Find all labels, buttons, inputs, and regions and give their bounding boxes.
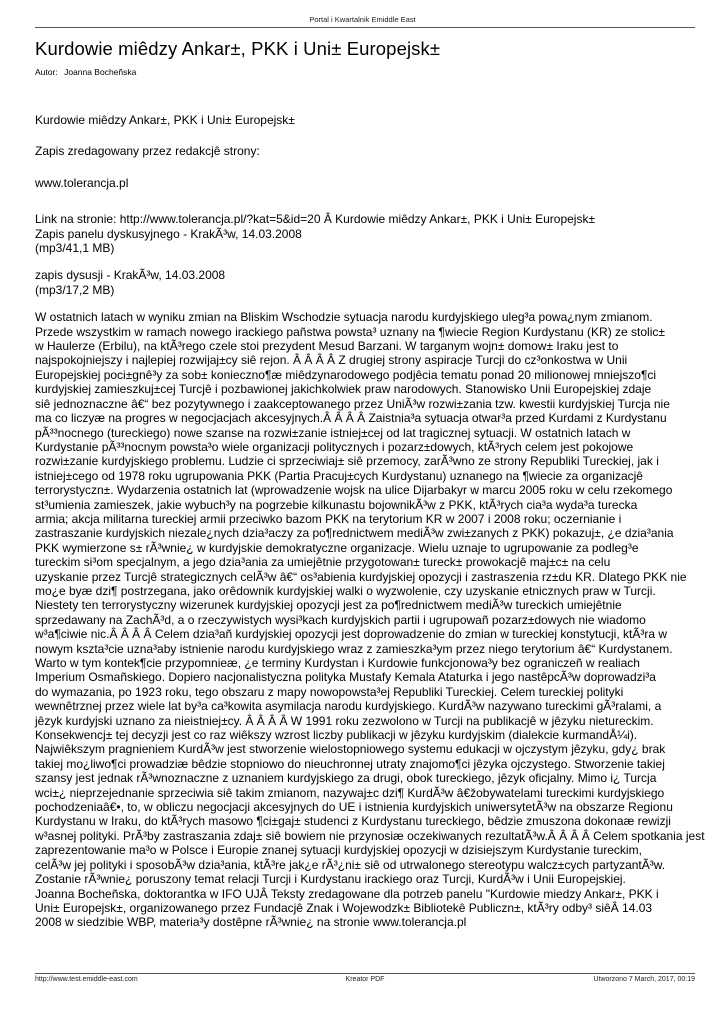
body-line: istniej±cego od 1978 roku ugrupowania PKK (Partia Pracuj±cych Kurdystanu) uznanego na ¶wiecie za organizacjê (35, 468, 643, 483)
body-line: mo¿e byæ dzi¶ postrzegana, jako orêdownik kurdyjskiej walki o wyzwolenie, czy uzyskanie etnicznych praw w Turcji. (35, 583, 656, 598)
body-line: Najwiêkszym pragnieniem KurdÃ³w jest stworzenie wielostopniowego systemu edukacji w ojczystym jêzyku, gdy¿ brak (35, 742, 666, 757)
author-name: Joanna Bocheñska (64, 67, 137, 77)
body-line: Zostanie rÃ³wnie¿ poruszony temat relacji Turcji i Kurdystanu irackiego oraz Turcji, KurdÃ³w i Unii Europejskiej. (35, 872, 626, 887)
body-line: takiej mo¿liwo¶ci prowadziæ bêdzie stopniowo do nieuchronnej utraty znajomo¶ci jêzyka ojczystego. Stworzenie takiej (35, 756, 665, 771)
body-line: jêzyk kurdyjski uznano za nieistniej±cy. Â Â Â Â W 1991 roku zezwolono w Turcji na publikacjê w jêzyku nietureckim. (35, 713, 654, 728)
body-line: Konsekwencj± tej decyzji jest co raz wiêkszy wzrost liczby publikacji w jêzyku kurdyjskim (dialekcie kurmandÅ¼i). (35, 728, 638, 743)
body-line: w³asnej polityki. PrÃ³by zastraszania zdaj± siê bowiem nie przynosiæ oczekiwanych rezultatÃ³w.Â Â Â Â Celem spotkania jest (35, 828, 705, 843)
body-line: kurdyjskiej zamieszkuj±cej Turcjê i pozbawionej jakichkolwiek praw narodowych. Stanowisko Unii Europejskiej zdaje (35, 382, 652, 397)
record-line: zapis dysusji - KrakÃ³w, 14.03.2008 (35, 268, 226, 283)
body-line: rozwi±zanie kurdyjskiego problemu. Ludzie ci sprzeciwiaj± siê przemocy, zarÃ³wno ze strony Republiki Tureckiej, jak i (35, 454, 659, 469)
body-line: Kurdystanie pÃ³³nocnym powsta³o wiele organizacji politycznych i pozarz±dowych, ktÃ³rych celem jest pokojowe (35, 439, 634, 454)
body-line: najspokojniejszy i najlepiej rozwijaj±cy siê rejon. Â Â Â Â Z drugiej strony aspiracje Turcji do cz³onkostwa w Unii (35, 353, 628, 368)
link-line[interactable]: Link na stronie: http://www.tolerancja.pl/?kat=5&id=20 Â Kurdowie miêdzy Ankar±, PKK i Uni± Europejsk± (35, 212, 596, 227)
author-line (35, 67, 136, 77)
body-line: W ostatnich latach w wyniku zmian na Bliskim Wschodzie sytuacja narodu kurdyjskiego uleg³a powa¿nym zmianom. (35, 310, 653, 325)
body-line: Joanna Bocheñska, doktorantka w IFO UJÂ Teksty zredagowane dla potrzeb panelu "Kurdowie miedzy Ankar±, PKK i (35, 886, 659, 901)
body-line: Uni± Europejsk±, organizowanego przez Fundacjê Znak i Wojewodzk± Bibliotekê Publiczn±, ktÃ³ry odby³ siêÂ 14.03 (35, 900, 653, 915)
body-line: nowym kszta³cie uzna³aby istnienie narodu kurdyjskiego wraz z zamieszka³ym przez niego terytorium â€“ Kurdystanem. (35, 641, 673, 656)
article-body (35, 113, 715, 930)
body-line: zastraszanie kurdyjskich niezale¿nych dzia³aczy za po¶rednictwem mediÃ³w zwi±zanych z PKK) pokazuj±, ¿e dzia³ania (35, 526, 674, 541)
body-line: do wymazania, po 1923 roku, tego obszaru z mapy nowopowsta³ej Republiki Tureckiej. Celem tureckiej polityki (35, 684, 624, 699)
footer-created: Utworzono 7 March, 2017, 00:19 (593, 976, 695, 983)
body-line: terrorystyczn±. Wydarzenia ostatnich lat (wprowadzenie wojsk na ulice Dijarbakyr w marcu 2005 roku w celu rzekomego (35, 483, 673, 498)
link-line: (mp3/41,1 MB) (35, 241, 115, 256)
article-title: Kurdowie miêdzy Ankar±, PKK i Uni± Europejsk± (35, 38, 441, 59)
author-label: Autor: (35, 67, 58, 77)
source-url[interactable]: www.tolerancja.pl (35, 175, 129, 190)
link-line: Zapis panelu dyskusyjnego - KrakÃ³w, 14.03.2008 (35, 226, 302, 241)
footer-generator: Kreator PDF (345, 976, 385, 983)
body-line: Imperium Osmañskiego. Dopiero nacjonalistyczna polityka Mustafy Kemala Ataturka i jego nastêpcÃ³w doprowadzi³a (35, 670, 656, 685)
body-paragraph (35, 310, 715, 929)
running-header: Portal i Kwartalnik Emiddle East (309, 15, 416, 24)
body-line: wewnêtrznej przez wiele lat by³a ca³kowita asymilacja narodu kurdyjskiego. KurdÃ³w nazywano tureckimi gÃ³ralami, a (35, 699, 662, 714)
body-line: Niestety ten terrorystyczny wizerunek kurdyjskiej opozycji jest za po¶rednictwem mediÃ³w tureckich umiejêtnie (35, 598, 622, 613)
header-divider (35, 27, 695, 28)
body-line: wci±¿ nieprzejednanie sprzeciwia siê takim zmianom, nazywaj±c dzi¶ KurdÃ³w â€žobywatelami tureckimi kurdyjskiego (35, 785, 665, 800)
body-line: szansy jest jednak rÃ³wnoznaczne z uznaniem kurdyjskiego za drugi, obok tureckiego, jêzyk oficjalny. Mimo i¿ Turcja (35, 771, 657, 786)
footer-divider (35, 973, 695, 974)
body-line: Kurdystanu w Iraku, do ktÃ³rych masowo ¶ci±gaj± studenci z Kurdystanu tureckiego, bêdzie zmuszona dokonaæ rewizji (35, 814, 671, 829)
intro-line: Kurdowie miêdzy Ankar±, PKK i Uni± Europejsk± (35, 113, 295, 127)
body-line: Europejskiej poci±gnê³y za sob± konieczno¶æ miêdzynarodowego podjêcia tematu ponad 20 milionowej mniejszo¶ci (35, 367, 657, 382)
record-line: (mp3/17,2 MB) (35, 282, 115, 297)
body-line: siê jednoznaczne â€“ bez pozytywnego i zaakceptowanego przez UniÃ³w rozwi±zania tzw. kwestii kurdyjskiej Turcja nie (35, 396, 670, 411)
body-line: armia; akcja militarna tureckiej armii przeciwko bazom PKK na terytorium KR w 2007 i 2008 roku; oczernianie i (35, 511, 622, 526)
body-line: st³umienia zamieszek, jakie wybuch³y na pogrzebie kilkunastu bojownikÃ³w z PKK, ktÃ³rych cia³a wyda³a turecka (35, 497, 638, 512)
body-line: pÃ³³nocnego (tureckiego) nowe szanse na rozwi±zanie istniej±cej od lat tragicznej sytuacji. W ostatnich latach w (35, 425, 631, 440)
body-line: Warto w tym kontek¶cie przypomnieæ, ¿e terminy Kurdystan i Kurdowie funkcjonowa³y bez ograniczeñ w realiach (35, 656, 640, 670)
body-line: uzyskanie przez Turcjê strategicznych celÃ³w â€“ os³abienia kurdyjskiej opozycji i zastraszenia rz±du KR. Dlatego PKK nie (35, 569, 687, 584)
body-line: zaprezentowanie ma³o w Polsce i Europie znanej sytuacji kurdyjskiej opozycji w dzisiejszym Kurdystanie tureckim, (35, 843, 642, 858)
body-line: celÃ³w jej polityki i sposobÃ³w dzia³ania, ktÃ³re jak¿e rÃ³¿ni± siê od utrwalonego stereotypu walcz±cych partyzantÃ³w. (35, 857, 666, 872)
body-line: ma co liczyæ na progres w negocjacjach akcesyjnych.Â Â Â Â Zaistnia³a sytuacja otwar³a przed Kurdami z Kurdystanu (35, 411, 667, 426)
body-line: tureckim si³om specjalnym, a jego dzia³ania za umiejêtnie przygotowan± tureck± prowokacjê maj±c± na celu (35, 555, 611, 570)
footer-url[interactable]: http://www.test.emiddle-east.com (35, 976, 138, 983)
body-line: w Haulerze (Erbilu), na ktÃ³rego czele stoi prezydent Mesud Barzani. W targanym wojn± domow± Iraku jest to (35, 339, 619, 354)
body-line: pochodzeniaâ€•, to, w obliczu negocjacji akcesyjnych do UE i istnienia kurdyjskich uniwersytetÃ³w na obszarze Regionu (35, 800, 673, 815)
body-line: w³a¶ciwie nic.Â Â Â Â Celem dzia³añ kurdyjskiej opozycji jest doprowadzenie do zmian w tureckiej konstytucji, ktÃ³ra w (35, 627, 668, 642)
intro-line: Zapis zredagowany przez redakcjê strony: (35, 144, 260, 159)
body-line: 2008 w siedzibie WBP, materia³y dostêpne rÃ³wnie¿ na stronie www.tolerancja.pl (35, 915, 467, 930)
body-line: PKK wymierzone s± rÃ³wnie¿ w kurdyjskie demokratyczne organizacje. Wielu uznaje to ugrupowanie za podleg³e (35, 540, 639, 555)
body-line: Przede wszystkim w ramach nowego irackiego pañstwa powsta³ uznany na ¶wiecie Region Kurdystanu (KR) ze stolic± (35, 324, 665, 339)
body-line: sprzedawany na ZachÃ³d, a o rzeczywistych wysi³kach kurdyjskich partii i ugrupowañ pozarz±dowych nie wiadomo (35, 612, 646, 627)
